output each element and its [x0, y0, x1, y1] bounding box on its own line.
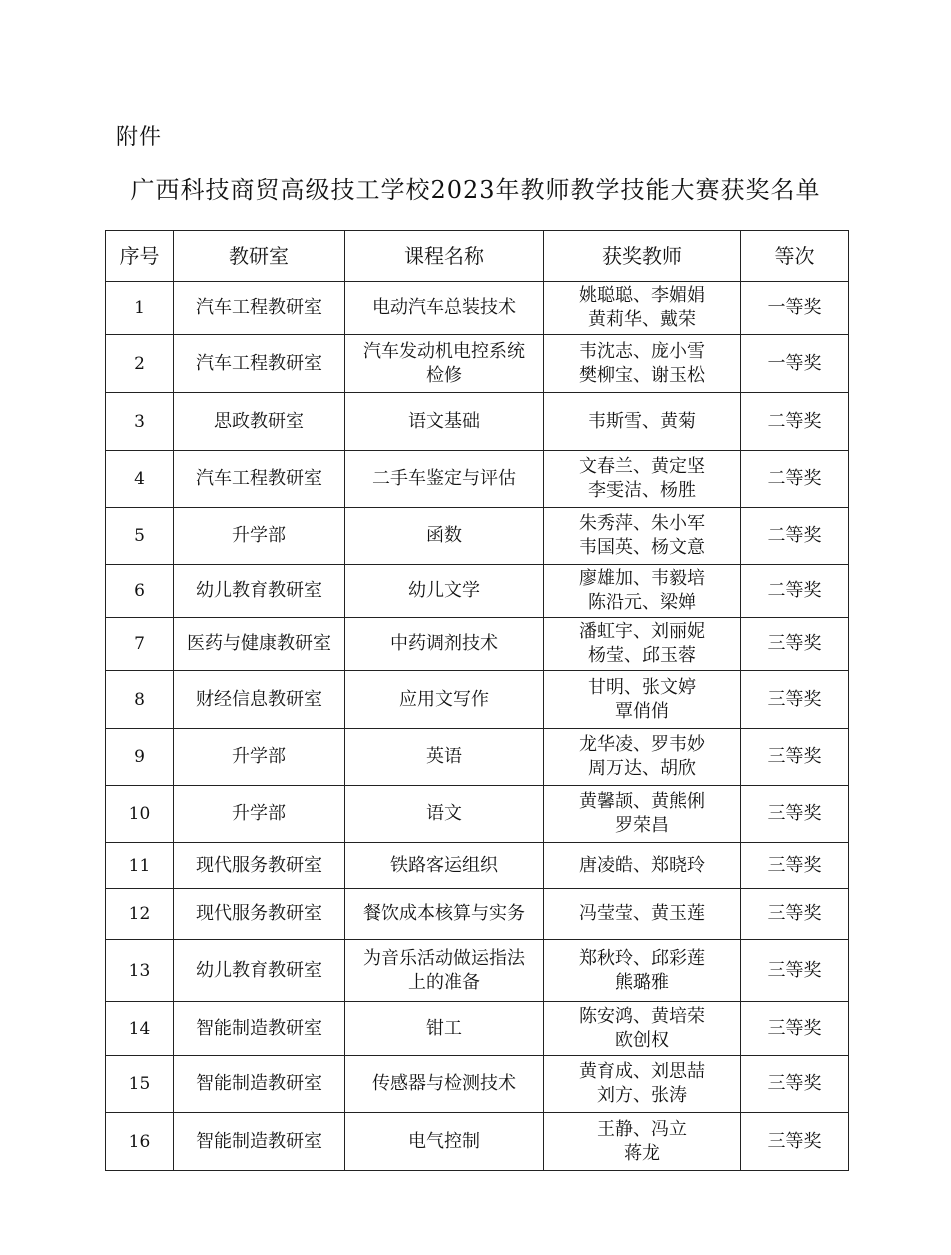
attachment-label: 附件: [116, 125, 163, 150]
header-course: 课程名称: [345, 231, 544, 282]
row-award: 一等奖: [741, 282, 849, 335]
row-teachers-line: 李雯洁、杨胜: [588, 480, 696, 501]
row-course-line: 英语: [426, 746, 462, 767]
row-course-line: 幼儿文学: [408, 580, 480, 601]
row-course-line: 检修: [426, 364, 462, 386]
table-row: [106, 889, 849, 940]
row-dept: 汽车工程教研室: [174, 451, 345, 508]
row-course-line: 餐饮成本核算与实务: [363, 903, 525, 924]
row-teachers: [544, 1113, 741, 1171]
row-teachers: [544, 786, 741, 843]
row-number: 5: [106, 508, 174, 565]
row-award: 三等奖: [741, 618, 849, 671]
row-teachers: [544, 729, 741, 786]
table-row: [106, 618, 849, 671]
row-teachers-line: 文春兰、黄定坚: [579, 456, 705, 477]
row-course-line: 为音乐活动做运指法: [363, 947, 525, 969]
row-teachers-line: 黄莉华、戴荣: [588, 309, 696, 330]
row-dept: 医药与健康教研室: [174, 618, 345, 671]
award-table: [105, 230, 849, 1171]
row-teachers-line: 唐凌皓、郑晓玲: [579, 854, 705, 876]
row-award: 三等奖: [741, 889, 849, 940]
table-row: [106, 843, 849, 889]
row-teachers-line: 朱秀萍、朱小军: [579, 513, 705, 534]
row-award: 三等奖: [741, 1113, 849, 1171]
table-row: [106, 1113, 849, 1171]
row-award: 三等奖: [741, 1002, 849, 1056]
row-course: [345, 508, 544, 565]
row-number: 14: [106, 1002, 174, 1056]
row-teachers: [544, 1002, 741, 1056]
row-number: 12: [106, 889, 174, 940]
row-course-line: 钳工: [426, 1017, 462, 1039]
row-teachers-line: 黄馨颉、黄熊俐: [579, 791, 705, 812]
table-row: [106, 565, 849, 618]
row-teachers-line: 熊璐雅: [615, 971, 669, 993]
row-number: 1: [106, 282, 174, 335]
row-award: 三等奖: [741, 1056, 849, 1113]
row-course: [345, 335, 544, 393]
row-course-line: 汽车发动机电控系统: [363, 340, 525, 362]
row-teachers: [544, 451, 741, 508]
row-course: [345, 940, 544, 1002]
row-dept: 现代服务教研室: [174, 889, 345, 940]
row-course-line: 语文基础: [408, 410, 480, 432]
table-row: [106, 1002, 849, 1056]
row-teachers: [544, 393, 741, 451]
row-award: 三等奖: [741, 729, 849, 786]
row-teachers-line: 潘虹宇、刘丽妮: [579, 621, 705, 642]
row-teachers-line: 韦沈志、庞小雪: [579, 340, 705, 362]
row-number: 9: [106, 729, 174, 786]
row-dept: 智能制造教研室: [174, 1113, 345, 1171]
row-teachers: [544, 843, 741, 889]
row-teachers: [544, 565, 741, 618]
row-dept: 汽车工程教研室: [174, 282, 345, 335]
row-course-line: 传感器与检测技术: [372, 1073, 516, 1094]
row-teachers-line: 刘方、张涛: [597, 1085, 687, 1106]
row-award: 二等奖: [741, 508, 849, 565]
row-course-line: 二手车鉴定与评估: [372, 468, 516, 489]
row-course: [345, 1056, 544, 1113]
row-teachers-line: 杨莹、邱玉蓉: [588, 645, 696, 666]
row-course: [345, 1002, 544, 1056]
row-teachers-line: 姚聪聪、李媚娟: [579, 285, 705, 306]
table-row: [106, 508, 849, 565]
row-course: [345, 786, 544, 843]
row-teachers: [544, 1056, 741, 1113]
row-award: 三等奖: [741, 786, 849, 843]
row-course: [345, 451, 544, 508]
document-title: 广西科技商贸高级技工学校2023年教师教学技能大赛获奖名单: [130, 176, 821, 204]
row-teachers-line: 廖雄加、韦毅培: [579, 568, 705, 589]
row-course-line: 函数: [426, 525, 462, 546]
row-teachers-line: 周万达、胡欣: [588, 758, 696, 779]
table-row: [106, 940, 849, 1002]
row-course-line: 中药调剂技术: [390, 633, 498, 654]
row-dept: 现代服务教研室: [174, 843, 345, 889]
row-teachers-line: 蒋龙: [624, 1142, 660, 1164]
row-award: 三等奖: [741, 671, 849, 729]
table-row: [106, 786, 849, 843]
row-course: [345, 393, 544, 451]
row-dept: 智能制造教研室: [174, 1056, 345, 1113]
row-number: 13: [106, 940, 174, 1002]
row-course: [345, 565, 544, 618]
table-row: [106, 729, 849, 786]
row-number: 2: [106, 335, 174, 393]
row-course-line: 上的准备: [408, 971, 480, 993]
row-number: 11: [106, 843, 174, 889]
row-teachers-line: 欧创权: [615, 1029, 669, 1051]
row-course-line: 语文: [426, 803, 462, 824]
row-dept: 升学部: [174, 729, 345, 786]
row-award: 二等奖: [741, 451, 849, 508]
header-dept: 教研室: [174, 231, 345, 282]
row-teachers-line: 陈安鸿、黄培荣: [579, 1005, 705, 1027]
row-course: [345, 671, 544, 729]
row-teachers: [544, 508, 741, 565]
row-teachers-line: 覃俏俏: [615, 700, 669, 722]
row-teachers-line: 樊柳宝、谢玉松: [579, 364, 705, 386]
row-course-line: 应用文写作: [399, 688, 489, 710]
row-teachers-line: 韦斯雪、黄菊: [588, 410, 696, 432]
row-dept: 思政教研室: [174, 393, 345, 451]
row-award: 二等奖: [741, 393, 849, 451]
row-dept: 幼儿教育教研室: [174, 565, 345, 618]
table-row: [106, 451, 849, 508]
row-dept: 智能制造教研室: [174, 1002, 345, 1056]
row-course: [345, 843, 544, 889]
row-dept: 幼儿教育教研室: [174, 940, 345, 1002]
row-course: [345, 1113, 544, 1171]
row-dept: 升学部: [174, 786, 345, 843]
row-course: [345, 889, 544, 940]
row-course-line: 电气控制: [408, 1130, 480, 1152]
row-course-line: 铁路客运组织: [390, 854, 498, 876]
row-course: [345, 618, 544, 671]
table-row: [106, 282, 849, 335]
row-teachers-line: 甘明、张文婷: [588, 676, 696, 698]
row-dept: 财经信息教研室: [174, 671, 345, 729]
row-teachers-line: 郑秋玲、邱彩莲: [579, 947, 705, 969]
row-number: 3: [106, 393, 174, 451]
row-number: 16: [106, 1113, 174, 1171]
table-row: [106, 1056, 849, 1113]
table-row: [106, 393, 849, 451]
row-teachers: [544, 671, 741, 729]
table-row: [106, 335, 849, 393]
row-number: 4: [106, 451, 174, 508]
row-teachers-line: 罗荣昌: [615, 815, 669, 836]
row-teachers-line: 龙华凌、罗韦妙: [579, 734, 705, 755]
row-award: 一等奖: [741, 335, 849, 393]
row-course: [345, 282, 544, 335]
row-number: 10: [106, 786, 174, 843]
row-teachers: [544, 335, 741, 393]
row-teachers: [544, 282, 741, 335]
row-number: 15: [106, 1056, 174, 1113]
row-teachers: [544, 618, 741, 671]
row-dept: 升学部: [174, 508, 345, 565]
row-number: 6: [106, 565, 174, 618]
table-row: [106, 671, 849, 729]
row-course-line: 电动汽车总装技术: [372, 297, 516, 318]
header-award: 等次: [741, 231, 849, 282]
table-header-row: [106, 231, 849, 282]
header-teachers: 获奖教师: [544, 231, 741, 282]
row-number: 7: [106, 618, 174, 671]
row-course: [345, 729, 544, 786]
row-teachers-line: 王静、冯立: [597, 1118, 687, 1140]
row-award: 二等奖: [741, 565, 849, 618]
row-teachers-line: 冯莹莹、黄玉莲: [579, 903, 705, 924]
row-award: 三等奖: [741, 843, 849, 889]
row-teachers-line: 韦国英、杨文意: [579, 537, 705, 558]
row-teachers-line: 黄育成、刘思喆: [579, 1061, 705, 1082]
row-award: 三等奖: [741, 940, 849, 1002]
row-teachers: [544, 940, 741, 1002]
row-dept: 汽车工程教研室: [174, 335, 345, 393]
row-number: 8: [106, 671, 174, 729]
header-no: 序号: [106, 231, 174, 282]
row-teachers: [544, 889, 741, 940]
row-teachers-line: 陈沿元、梁婵: [588, 592, 696, 613]
